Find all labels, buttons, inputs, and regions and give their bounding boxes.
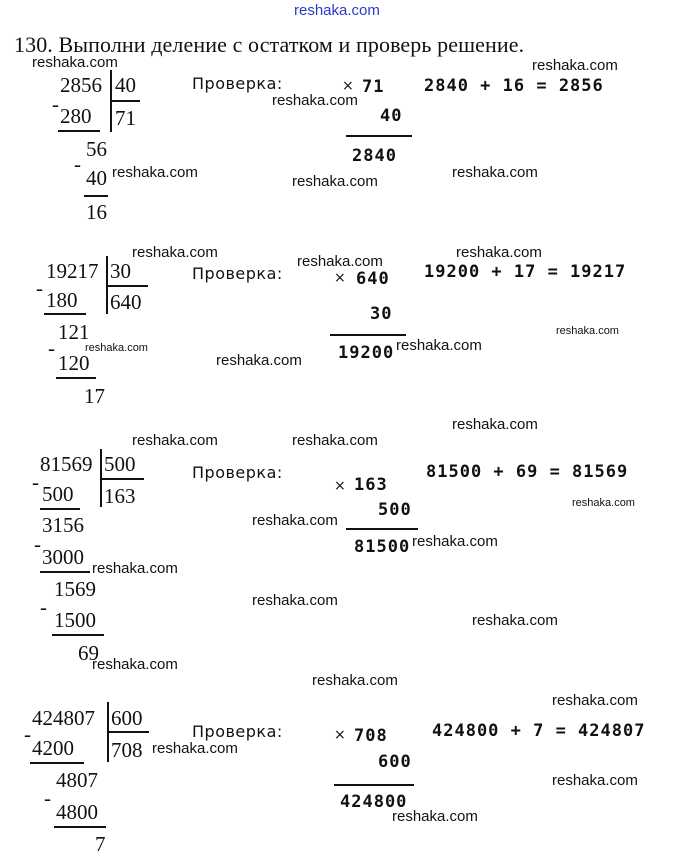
remainder: 7 <box>95 832 106 856</box>
check-equation: 19200 + 17 = 19217 <box>424 262 627 282</box>
watermark: reshaka.com <box>85 342 148 354</box>
check-equation: 81500 + 69 = 81569 <box>426 462 629 482</box>
check-multiplier: 600 <box>378 752 412 772</box>
minus-sign: - <box>40 595 47 619</box>
partial-remainder: 56 <box>86 137 107 161</box>
quotient: 640 <box>110 290 142 314</box>
subtrahend: 40 <box>86 166 107 190</box>
subtrahend: 1500 <box>54 608 96 632</box>
times-sign: × <box>334 478 347 494</box>
minus-sign: - <box>48 336 55 360</box>
subtraction-line <box>30 762 84 764</box>
minus-sign: - <box>74 152 81 176</box>
check-multiplicand: 640 <box>356 269 390 289</box>
subtraction-line <box>56 377 96 379</box>
multiplication-line <box>330 334 406 336</box>
minus-sign: - <box>34 532 41 556</box>
partial-remainder: 3156 <box>42 513 84 537</box>
check-label: Проверка: <box>192 264 283 283</box>
minus-sign: - <box>24 722 31 746</box>
watermark: reshaka.com <box>312 672 398 689</box>
subtrahend: 500 <box>42 482 74 506</box>
times-sign: × <box>334 270 347 286</box>
check-multiplier: 30 <box>370 304 393 324</box>
subtraction-line <box>40 508 80 510</box>
subtraction-line <box>54 826 106 828</box>
watermark: reshaka.com <box>32 54 118 71</box>
dividend: 19217 <box>46 259 99 283</box>
partial-remainder: 1569 <box>54 577 96 601</box>
watermark: reshaka.com <box>556 325 619 337</box>
check-label: Проверка: <box>192 463 283 482</box>
watermark: reshaka.com <box>552 772 638 789</box>
minus-sign: - <box>32 470 39 494</box>
watermark: reshaka.com <box>92 656 178 673</box>
watermark: reshaka.com <box>132 244 218 261</box>
watermark: reshaka.com <box>216 352 302 369</box>
watermark: reshaka.com <box>452 164 538 181</box>
check-multiplicand: 163 <box>354 475 388 495</box>
check-multiplicand: 708 <box>354 726 388 746</box>
divisor: 600 <box>111 706 143 730</box>
times-sign: × <box>334 727 347 743</box>
quotient: 708 <box>111 738 143 762</box>
divisor: 40 <box>115 73 136 97</box>
subtraction-line <box>40 571 90 573</box>
check-product: 19200 <box>338 343 395 363</box>
partial-remainder: 4807 <box>56 768 98 792</box>
quotient: 71 <box>115 106 136 130</box>
watermark: reshaka.com <box>472 612 558 629</box>
dividend: 424807 <box>32 706 95 730</box>
division-bracket-horizontal <box>100 478 144 480</box>
quotient: 163 <box>104 484 136 508</box>
division-bracket-horizontal <box>110 100 140 102</box>
watermark: reshaka.com <box>272 92 358 109</box>
site-header-link[interactable]: reshaka.com <box>294 2 380 19</box>
dividend: 2856 <box>60 73 102 97</box>
subtrahend: 120 <box>58 351 90 375</box>
watermark: reshaka.com <box>112 164 198 181</box>
partial-remainder: 121 <box>58 320 90 344</box>
subtrahend: 4200 <box>32 736 74 760</box>
watermark: reshaka.com <box>456 244 542 261</box>
watermark: reshaka.com <box>152 740 238 757</box>
watermark: reshaka.com <box>412 533 498 550</box>
remainder: 69 <box>78 641 99 665</box>
check-equation: 2840 + 16 = 2856 <box>424 76 604 96</box>
division-bracket-horizontal <box>107 731 149 733</box>
watermark: reshaka.com <box>132 432 218 449</box>
check-multiplicand: 71 <box>362 77 385 97</box>
watermark: reshaka.com <box>392 808 478 825</box>
subtrahend: 4800 <box>56 800 98 824</box>
multiplication-line <box>334 784 414 786</box>
remainder: 16 <box>86 200 107 224</box>
minus-sign: - <box>52 92 59 116</box>
subtraction-line <box>58 130 100 132</box>
check-multiplier: 40 <box>380 106 403 126</box>
multiplication-line <box>346 135 412 137</box>
watermark: reshaka.com <box>452 416 538 433</box>
subtraction-line <box>84 195 108 197</box>
subtraction-line <box>52 634 104 636</box>
watermark: reshaka.com <box>396 337 482 354</box>
divisor: 30 <box>110 259 131 283</box>
check-product: 81500 <box>354 537 411 557</box>
check-label: Проверка: <box>192 722 283 741</box>
remainder: 17 <box>84 384 105 408</box>
exercise-title: 130. Выполни деление с остатком и проверь решение. <box>14 32 525 57</box>
watermark: reshaka.com <box>252 592 338 609</box>
check-equation: 424800 + 7 = 424807 <box>432 721 646 741</box>
watermark: reshaka.com <box>292 432 378 449</box>
subtrahend: 280 <box>60 104 92 128</box>
subtraction-line <box>44 313 86 315</box>
divisor: 500 <box>104 452 136 476</box>
subtrahend: 3000 <box>42 545 84 569</box>
check-multiplier: 500 <box>378 500 412 520</box>
check-product: 424800 <box>340 792 408 812</box>
watermark: reshaka.com <box>297 253 383 270</box>
check-label: Проверка: <box>192 74 283 93</box>
watermark: reshaka.com <box>552 692 638 709</box>
watermark: reshaka.com <box>92 560 178 577</box>
subtrahend: 180 <box>46 288 78 312</box>
watermark: reshaka.com <box>292 173 378 190</box>
division-bracket-horizontal <box>106 285 148 287</box>
dividend: 81569 <box>40 452 93 476</box>
multiplication-line <box>346 528 418 530</box>
minus-sign: - <box>44 786 51 810</box>
check-product: 2840 <box>352 146 397 166</box>
watermark: reshaka.com <box>252 512 338 529</box>
watermark: reshaka.com <box>532 57 618 74</box>
times-sign: × <box>342 78 355 94</box>
watermark: reshaka.com <box>572 497 635 509</box>
minus-sign: - <box>36 276 43 300</box>
